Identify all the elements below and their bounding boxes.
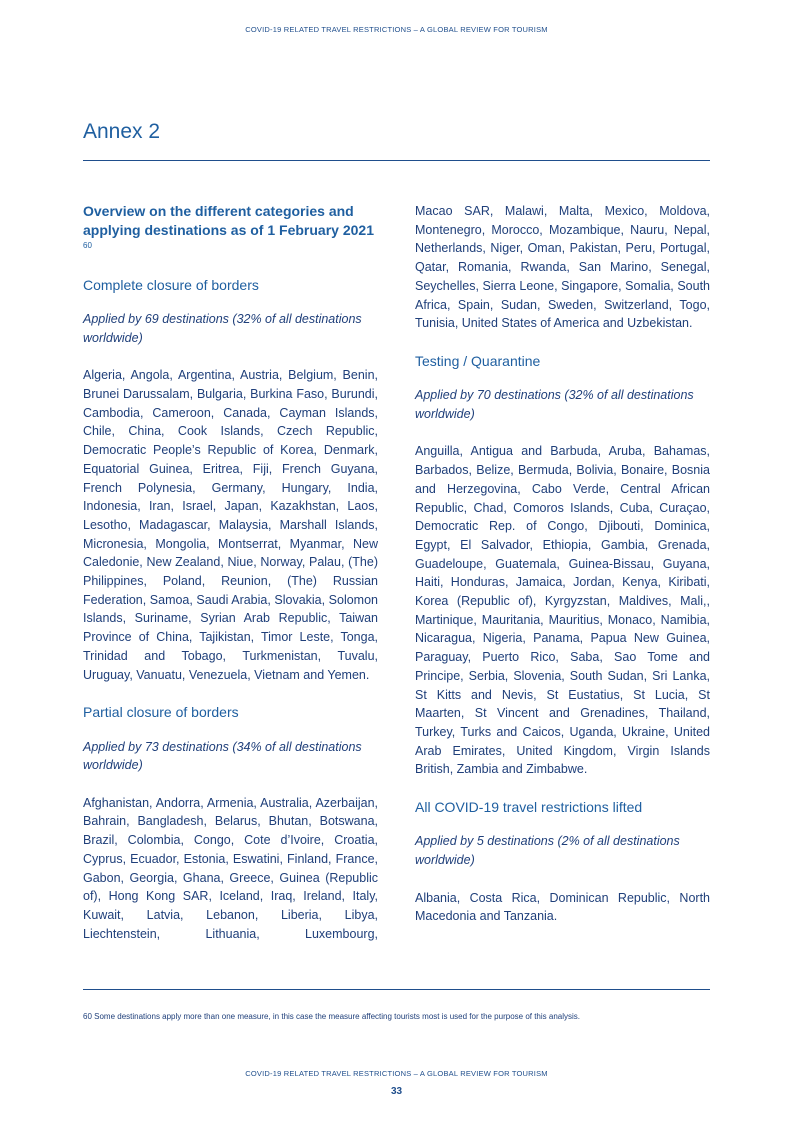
partial-closure-countries-part2: Macao SAR, Malawi, Malta, Mexico, Moldova, Montenegro, Morocco, Mozambique, Nauru, Nepal, Netherlands, Niger, Oman, Pakistan, Peru, Portugal, Qatar, Romania, Rwanda, San Marino, Senegal, Seychelles, Sierra Leone, Singapore, Somalia, South Africa, Spain, Sudan, Sweden, Switzerland, Togo, Tunisia, United States of America and Uzbekistan.	[415, 204, 710, 331]
running-footer: COVID-19 RELATED TRAVEL RESTRICTIONS – A GLOBAL REVIEW FOR TOURISM	[245, 1069, 548, 1078]
left-column	[83, 202, 378, 962]
right-column	[415, 202, 710, 945]
footnote-divider	[83, 989, 710, 990]
complete-closure-countries: Algeria, Angola, Argentina, Austria, Belgium, Benin, Brunei Darussalam, Bulgaria, Burkina Faso, Burundi, Cambodia, Cameroon, Canada, Cayman Islands, Chile, China, Cook Islands, Czech Republic, Democratic People’s Republic of Korea, Denmark, Equatorial Guinea, Eritrea, Fiji, French Guyana, French Polynesia, Germany, Hungary, India, Indonesia, Iran, Israel, Japan, Kazakhstan, Laos, Lesotho, Madagascar, Malaysia, Marshall Islands, Micronesia, Mongolia, Montserrat, Myanmar, New Caledonie, New Zealand, Niue, Norway, Palau, (The) Philippines, Poland, Reunion, (The) Russian Federation, Samoa, Saudi Arabia, Slovakia, Solomon Islands, Suriname, Syrian Arab Republic, Taiwan Province of China, Tajikistan, Timor Leste, Tonga, Trinidad and Tobago, Turkmenistan, Tuvalu, Uruguay, Vanuatu, Venezuela, Vietnam and Yemen.	[83, 368, 378, 682]
restrictions-lifted-applied: Applied by 5 destinations (2% of all destinations worldwide)	[415, 834, 680, 868]
running-header: COVID-19 RELATED TRAVEL RESTRICTIONS – A GLOBAL REVIEW FOR TOURISM	[245, 25, 548, 34]
overview-heading	[83, 202, 378, 258]
overview-title: Overview on the different categories and applying destinations as of 1 February 2021	[83, 203, 374, 238]
partial-closure-heading: Partial closure of borders	[83, 703, 239, 720]
page-number: 33	[390, 1086, 403, 1097]
restrictions-lifted-heading: All COVID-19 travel restrictions lifted	[415, 798, 643, 815]
footnote: 60 Some destinations apply more than one measure, in this case the measure affecting tourists most is used for the purpose of this analysis.	[83, 1012, 581, 1021]
partial-closure-applied: Applied by 73 destinations (34% of all destinations worldwide)	[83, 739, 362, 773]
testing-quarantine-countries: Anguilla, Antigua and Barbuda, Aruba, Bahamas, Barbados, Belize, Bermuda, Bolivia, Bonaire, Bosnia and Herzegovina, Cabo Verde, Central African Republic, Chad, Comoros Islands, Cuba, Curaçao, Democratic Rep. of Congo, Djibouti, Dominica, Egypt, El Salvador, Ethiopia, Gambia, Grenada, Guadeloupe, Guatemala, Guinea-Bissau, Guyana, Haiti, Honduras, Jamaica, Jordan, Kenya, Kiribati, Korea (Republic of), Kyrgyzstan, Maldives, Mali,, Martinique, Mauritania, Mauritius, Monaco, Namibia, Nicaragua, Nigeria, Panama, Papua New Guinea, Paraguay, Puerto Rico, Saba, Sao Tome and Principe, Serbia, Slovenia, South Sudan, Sri Lanka, St Kitts and Nevis, St Eustatius, St Lucia, St Maarten, St Vincent and Grenadines, Thailand, Turkey, Turks and Caicos, Uganda, Ukraine, United Arab Emirates, United Kingdom, Virgin Islands British, Zambia and Zimbabwe.	[415, 444, 710, 777]
restrictions-lifted-countries: Albania, Costa Rica, Dominican Republic, North Macedonia and Tanzania.	[415, 890, 710, 924]
footnote-ref: 60	[83, 241, 92, 250]
testing-quarantine-applied: Applied by 70 destinations (32% of all destinations worldwide)	[415, 388, 694, 422]
partial-closure-countries-part1: Afghanistan, Andorra, Armenia, Australia, Azerbaijan, Bahrain, Bangladesh, Belarus, Bhutan, Botswana, Brazil, Colombia, Congo, Cote d’Ivoire, Croatia, Cyprus, Ecuador, Estonia, Eswatini, Finland, France, Gabon, Georgia, Ghana, Greece, Guinea (Republic of), Hong Kong SAR, Iceland, Iraq, Ireland, Italy, Kuwait, Latvia, Lebanon, Liberia, Libya, Liechtenstein, Lithuania, Luxembourg,	[83, 795, 378, 941]
testing-quarantine-heading: Testing / Quarantine	[415, 352, 541, 369]
page-title: Annex 2	[83, 120, 161, 143]
complete-closure-heading: Complete closure of borders	[83, 276, 259, 293]
title-divider	[83, 160, 710, 161]
complete-closure-applied: Applied by 69 destinations (32% of all destinations worldwide)	[83, 312, 362, 345]
